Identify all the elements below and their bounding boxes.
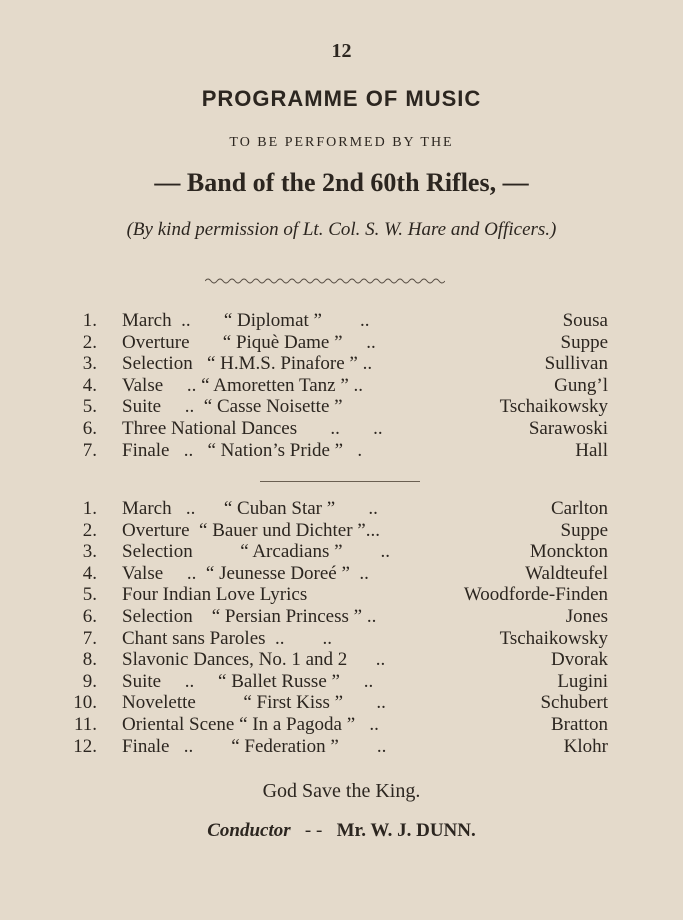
programme-row	[0, 332, 683, 354]
permission-note: (By kind permission of Lt. Col. S. W. Hare and Officers.)	[126, 219, 557, 240]
composer: Dvorak	[551, 649, 608, 671]
piece-title: Overture “ Bauer und Dichter ”...	[122, 519, 380, 541]
composer: Lugini	[557, 670, 608, 692]
composer: Monckton	[529, 541, 608, 563]
programme-row	[0, 310, 683, 332]
row-number: 5.	[82, 584, 97, 606]
programme-row	[0, 736, 683, 758]
composer: Sousa	[562, 310, 608, 331]
programme-row	[0, 396, 683, 418]
composer: Gung’l	[554, 374, 608, 396]
programme-row	[0, 714, 683, 736]
piece-title: Suite .. “ Casse Noisette ”	[122, 396, 343, 418]
conductor-line	[0, 820, 683, 842]
composer: Suppe	[560, 519, 608, 541]
piece-title: Novelette “ First Kiss ” ..	[122, 692, 386, 714]
row-number: 7.	[82, 627, 97, 649]
composer: Klohr	[563, 735, 608, 757]
piece-title: Selection “ Arcadians ” ..	[122, 541, 391, 563]
piece-title: Slavonic Dances, No. 1 and 2 ..	[122, 649, 386, 671]
programme-row	[0, 498, 683, 520]
composer: Schubert	[540, 692, 608, 714]
composer: Sullivan	[544, 353, 608, 375]
row-number: 4.	[82, 562, 97, 584]
row-number: 3.	[82, 353, 97, 375]
conductor-label: Conductor	[207, 820, 291, 841]
piece-title: Selection “ H.M.S. Pinafore ” ..	[122, 353, 373, 375]
row-number: 9.	[82, 670, 97, 692]
programme-row	[0, 353, 683, 375]
composer: Waldteufel	[525, 562, 608, 584]
piece-title: March .. “ Diplomat ” ..	[122, 310, 370, 331]
composer: Sarawoski	[528, 417, 608, 439]
programme-row	[0, 671, 683, 693]
composer: Hall	[575, 439, 608, 461]
programme-row	[0, 628, 683, 650]
row-number: 1.	[82, 310, 97, 331]
row-number: 5.	[82, 396, 97, 418]
conductor-name: Mr. W. J. DUNN.	[336, 820, 476, 841]
piece-title: Overture “ Piquè Dame ” ..	[122, 331, 376, 353]
programme-row	[0, 563, 683, 585]
programme-row	[0, 440, 683, 462]
piece-title: Oriental Scene “ In a Pagoda ” ..	[122, 713, 379, 735]
subtitle: TO BE PERFORMED BY THE	[229, 135, 454, 150]
programme-part-2	[0, 498, 683, 757]
composer: Jones	[565, 605, 608, 627]
anthem-line: God Save the King.	[262, 780, 421, 802]
row-number: 10.	[73, 692, 97, 714]
programme-row	[0, 692, 683, 714]
piece-title: March .. “ Cuban Star ” ..	[122, 498, 378, 519]
page-title: PROGRAMME OF MUSIC	[201, 86, 482, 111]
programme-row	[0, 375, 683, 397]
programme-row	[0, 584, 683, 606]
page-number: 12	[331, 40, 352, 62]
row-number: 6.	[82, 417, 97, 439]
row-number: 8.	[82, 649, 97, 671]
composer: Tschaikowsky	[499, 627, 608, 649]
composer: Carlton	[551, 498, 608, 519]
piece-title: Finale .. “ Federation ” ..	[122, 735, 387, 757]
programme-part-1	[0, 310, 683, 461]
row-number: 4.	[82, 374, 97, 396]
piece-title: Four Indian Love Lyrics	[122, 584, 308, 606]
piece-title: Suite .. “ Ballet Russe ” ..	[122, 670, 374, 692]
composer: Tschaikowsky	[499, 396, 608, 418]
composer: Bratton	[551, 713, 608, 735]
row-number: 7.	[82, 439, 97, 461]
piece-title: Valse .. “ Jeunesse Doreé ” ..	[122, 562, 369, 584]
conductor-separator: - -	[304, 820, 323, 841]
band-heading: — Band of the 2nd 60th Rifles, —	[154, 168, 529, 197]
row-number: 11.	[73, 713, 97, 735]
programme-row	[0, 541, 683, 563]
programme-row	[0, 418, 683, 440]
row-number: 2.	[82, 331, 97, 353]
piece-title: Valse .. “ Amoretten Tanz ” ..	[122, 374, 364, 396]
row-number: 6.	[82, 605, 97, 627]
programme-row	[0, 649, 683, 671]
piece-title: Three National Dances .. ..	[122, 417, 383, 439]
section-divider	[260, 481, 420, 482]
row-number: 1.	[82, 498, 97, 519]
piece-title: Chant sans Paroles .. ..	[122, 627, 333, 649]
row-number: 3.	[82, 541, 97, 563]
composer: Woodforde-Finden	[463, 584, 608, 606]
piece-title: Finale .. “ Nation’s Pride ” .	[122, 439, 363, 461]
row-number: 2.	[82, 519, 97, 541]
wavy-divider	[205, 276, 445, 286]
row-number: 12.	[73, 735, 97, 757]
programme-row	[0, 606, 683, 628]
piece-title: Selection “ Persian Princess ” ..	[122, 605, 377, 627]
programme-row	[0, 520, 683, 542]
composer: Suppe	[560, 331, 608, 353]
